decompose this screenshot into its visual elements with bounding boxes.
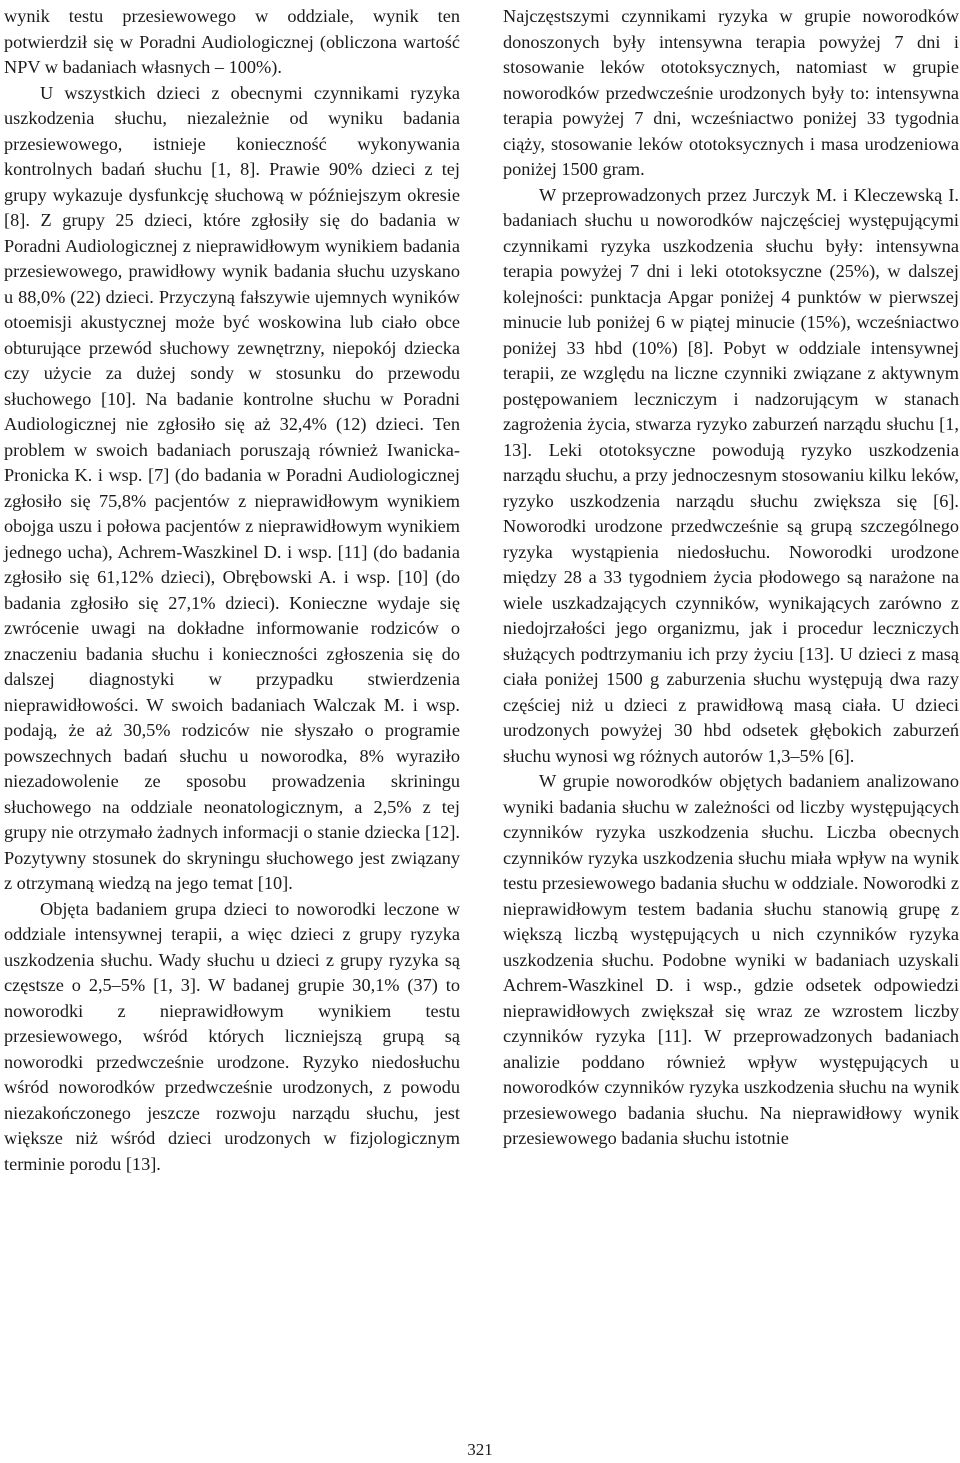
left-text-column [4,4,460,1177]
paragraph: W grupie noworodków objętych badaniem analizowano wyniki badania słuchu w zależności od liczby występujących czynników ryzyka uszkodzenia słuchu. Liczba obecnych czynników ryzyka uszkodzenia słuchu miała wpływ na wynik testu przesiewowego badania słuchu w oddziale. Noworodki z nieprawidłowym testem badania słuchu stanowią grupę z większą liczbą występujących u nich czynników ryzyka uszkodzenia słuchu. Podobne wyniki w badaniach uzyskali Achrem-Waszkinel D. i wsp., gdzie odsetek odpowiedzi nieprawidłowych zwiększał się wraz ze wzrostem liczby czynników ryzyka [11]. W przeprowadzonych badaniach analizie poddano również wpływ występujących u noworodków czynników ryzyka uszkodzenia słuchu na wynik przesiewowego badania słuchu. Na nieprawidłowy wynik przesiewowego badania słuchu istotnie [503,771,959,1148]
right-text-column [503,4,959,1152]
paragraph: U wszystkich dzieci z obecnymi czynnikami ryzyka uszkodzenia słuchu, niezależnie od wyniku badania przesiewowego, istnieje konieczność wykonywania kontrolnych badań słuchu [1, 8]. Prawie 90% dzieci z tej grupy wykazuje dysfunkcję słuchową w późniejszym okresie [8]. Z grupy 25 dzieci, które zgłosiły się do badania w Poradni Audiologicznej z nieprawidłowym wynikiem badania przesiewowego, prawidłowy wynik badania słuchu uzyskano u 88,0% (22) dzieci. Przyczyną fałszywie ujemnych wyników otoemisji akustycznej może być woskowina lub ciało obce obturujące przewód słuchowy zewnętrzny, niepokój dziecka czy użycie za dużej sondy w stosunku do przewodu słuchowego [10]. Na badanie kontrolne słuchu w Poradni Audiologicznej nie zgłosiło się aż 32,4% (12) dzieci. Ten problem w swoich badaniach poruszają również Iwanicka-Pronicka K. i wsp. [7] (do badania w Poradni Audiologicznej zgłosiło się 75,8% pacjentów z nieprawidłowym wynikiem obojga uszu i połowa pacjentów z nieprawidłowym wynikiem jednego ucha), Achrem-Waszkinel D. i wsp. [11] (do badania zgłosiło się 61,12% dzieci), Obrębowski A. i wsp. [10] (do badania zgłosiło się 27,1% dzieci). Konieczne wydaje się zwrócenie uwagi na dokładne informowanie rodziców o znaczeniu badania słuchu i konieczności zgłoszenia się do dalszej diagnostyki w przypadku stwierdzenia nieprawidłowości. W swoich badaniach Walczak M. i wsp. podają, że aż 30,5% rodziców nie słyszało o programie powszechnych badań słuchu u noworodka, 8% wyraziło niezadowolenie ze sposobu prowadzenia skriningu słuchowego na oddziale neonatologicznym, a 2,5% z tej grupy nie otrzymało żadnych informacji o stanie dziecka [12]. Pozytywny stosunek do skryningu słuchowego jest związany z otrzymaną wiedzą na jego temat [10]. [4,82,460,893]
page-number: 321 [467,1440,493,1459]
paragraph: Najczęstszymi czynnikami ryzyka w grupie noworodków donoszonych były intensywna terapia powyżej 7 dni i stosowanie leków ototoksycznych, natomiast w grupie noworodków przedwcześnie urodzonych były to: intensywna terapia powyżej 7 dni, wcześniactwo poniżej 33 tygodnia ciąży, stosowanie leków ototoksycznych i masa urodzeniowa poniżej 1500 gram. [503,6,959,179]
paragraph: wynik testu przesiewowego w oddziale, wynik ten potwierdził się w Poradni Audiologicznej (obliczona wartość NPV w badaniach własnych – 100%). [4,6,460,77]
paragraph: W przeprowadzonych przez Jurczyk M. i Kleczewską I. badaniach słuchu u noworodków najczęściej występującymi czynnikami ryzyka uszkodzenia słuchu były: intensywna terapia powyżej 7 dni i leki ototoksyczne (25%), w dalszej kolejności: punktacja Apgar poniżej 4 punktów w pierwszej minucie lub poniżej 6 w piątej minucie (15%), wcześniactwo poniżej 33 hbd (10%) [8]. Pobyt w oddziale intensywnej terapii, ze względu na liczne czynniki związane z aktywnym postępowaniem leczniczym i nadzorującym w stanach zagrożenia życia, stwarza ryzyko zaburzeń narządu słuchu [1, 13]. Leki ototoksyczne powodują ryzyko uszkodzenia narządu słuchu, a przy jednoczesnym stosowaniu kilku leków, ryzyko uszkodzenia narządu słuchu zwiększa się [6]. Noworodki urodzone przedwcześnie są grupą szczególnego ryzyka wystąpienia niedosłuchu. Noworodki urodzone między 28 a 33 tygodniem życia płodowego są narażone na wiele uszkadzających czynników, wynikających zarówno z niedojrzałości jego organizmu, jak i procedur leczniczych służących podtrzymaniu ich przy życiu [13]. U dzieci z masą ciała poniżej 1500 g zaburzenia słuchu występują dwa razy częściej niż u dzieci z prawidłową masą ciała. U dzieci urodzonych powyżej 30 hbd odsetek głębokich zaburzeń słuchu wynosi wg różnych autorów 1,3–5% [6]. [503,184,959,766]
paragraph: Objęta badaniem grupa dzieci to noworodki leczone w oddziale intensywnej terapii, a więc dzieci z grupy ryzyka uszkodzenia słuchu. Wady słuchu u dzieci z grupy ryzyka są częstsze o 2,5–5% [1, 3]. W badanej grupie 30,1% (37) to noworodki z nieprawidłowym wynikiem testu przesiewowego, wśród których liczniejszą grupą są noworodki przedwcześnie urodzone. Ryzyko niedosłuchu wśród noworodków przedwcześnie urodzonych, z powodu niezakończonego jeszcze rozwoju narządu słuchu, jest większe niż wśród dzieci urodzonych w fizjologicznym terminie porodu [13]. [4,898,460,1174]
